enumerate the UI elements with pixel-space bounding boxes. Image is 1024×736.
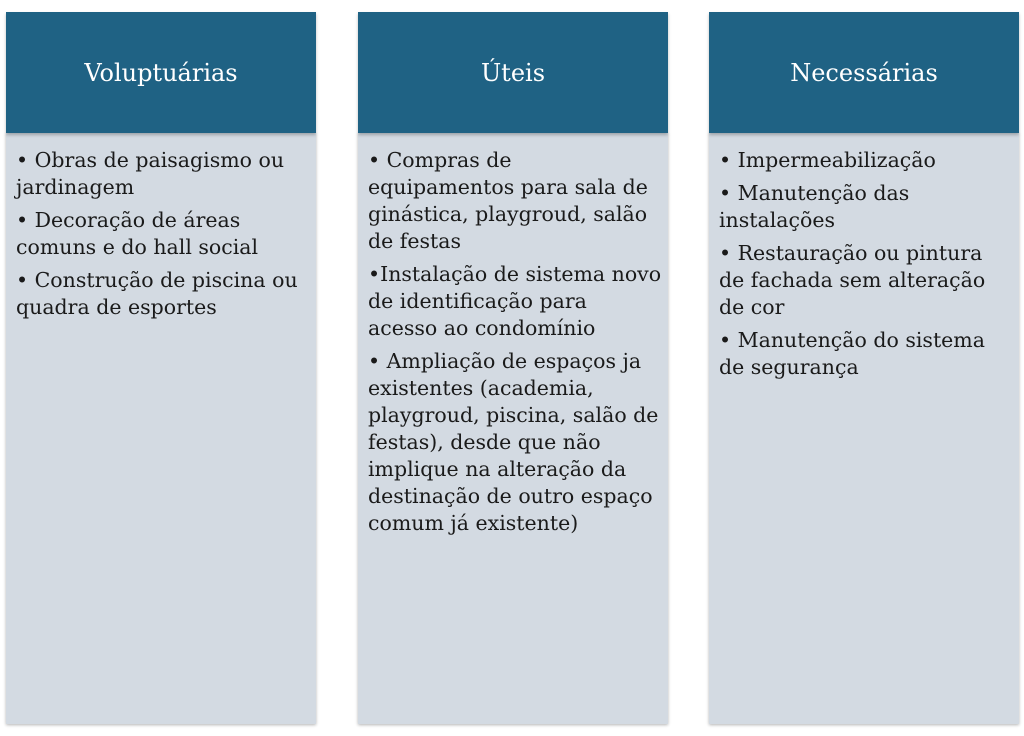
list-item: • Restauração ou pintura de fachada sem alteração de cor [719, 241, 986, 319]
column-header: Voluptuárias [6, 12, 316, 133]
list-item: • Manutenção das instalações [719, 181, 910, 232]
list-item: • Obras de paisagismo ou jardinagem [16, 148, 285, 199]
item-list [719, 147, 1013, 381]
list-item: • Manutenção do sistema de segurança [719, 328, 985, 379]
list-item: • Decoração de áreas comuns e do hall social [16, 208, 259, 259]
column-body [358, 133, 668, 724]
list-item: • Ampliação de espaços ja existentes (academia, playgroud, piscina, salão de festas), desde que não implique na alteração da destinação de outro espaço comum já existente) [368, 349, 659, 535]
item-list [16, 147, 310, 321]
list-item: • Compras de equipamentos para sala de ginástica, playgroud, salão de festas [368, 148, 648, 253]
item-list [368, 147, 662, 537]
column-header: Úteis [358, 12, 668, 133]
column-necessarias [709, 12, 1019, 724]
column-body [6, 133, 316, 724]
column-body [709, 133, 1019, 724]
list-item: •Instalação de sistema novo de identificação para acesso ao condomínio [368, 262, 662, 340]
column-header: Necessárias [709, 12, 1019, 133]
column-uteis [358, 12, 668, 724]
list-item: • Construção de piscina ou quadra de esportes [16, 268, 298, 319]
list-item: • Impermeabilização [719, 148, 936, 172]
column-voluptuarias [6, 12, 316, 724]
